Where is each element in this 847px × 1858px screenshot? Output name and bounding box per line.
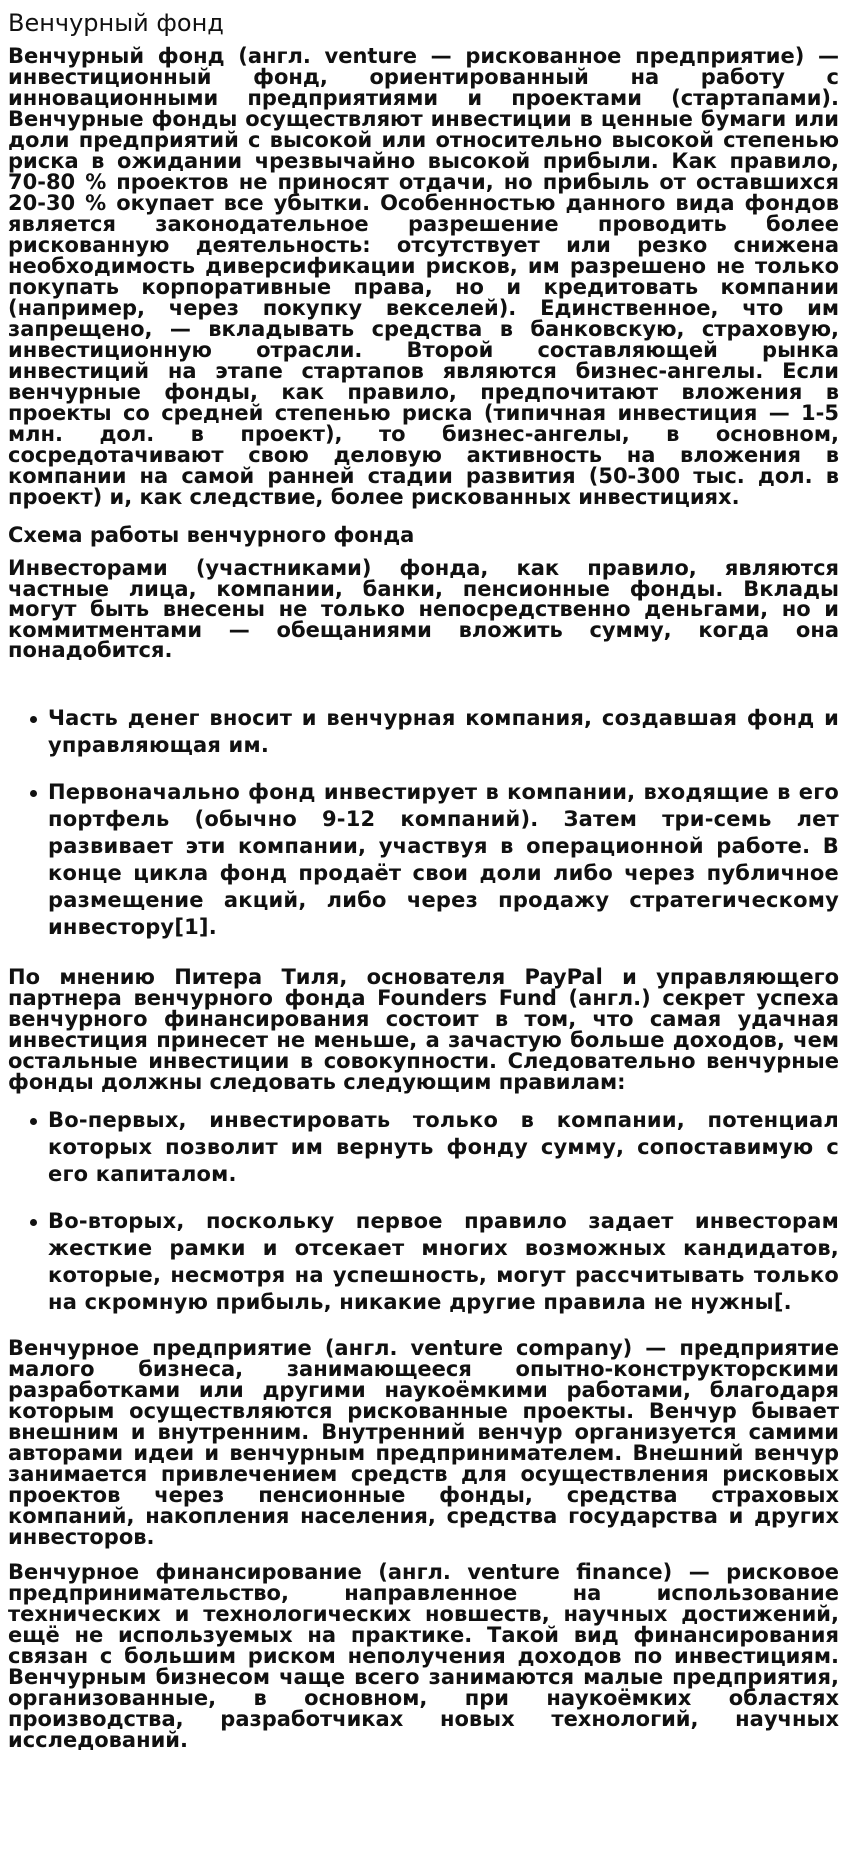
bullet-icon — [30, 790, 37, 797]
list-item-text: Во-первых, инвестировать только в компании, потенциал которых позволит им вернуть фонду сумму, сопоставимую с его капиталом. — [48, 1107, 839, 1186]
list-item — [48, 779, 839, 941]
list-item — [48, 1208, 839, 1316]
list-item-text: Первоначально фонд инвестирует в компании, входящие в его портфель (обычно 9-12 компаний). Затем три-семь лет развивает эти компании, участвуя в операционной работе. В конце цикла фонд продаёт свои доли либо через публичное размещение акций, либо через продажу стратегическому инвестору[1]. — [48, 779, 839, 939]
page-title: Венчурный фонд — [8, 9, 224, 37]
venture-finance-paragraph: Венчурное финансирование (англ. venture finance) — рисковое предпринимательство, направленное на использование технических и технологических новшеств, научных достижений, ещё не используемых на практике. Такой вид финансирования связан с большим риском неполучения доходов по инвестициям. Венчурным бизнесом чаще всего занимаются малые предприятия, организованные, в основном, при наукоёмких областях производства, разработчиках новых технологий, научных исследований. — [8, 1559, 839, 1752]
intro-paragraph: Венчурный фонд (англ. venture — рискованное предприятие) — инвестиционный фонд, ориентированный на работу с инновационными предприятиями и проектами (стартапами). Венчурные фонды осуществляют инвестиции в ценные бумаги или доли предприятий с высокой или относительно высокой степенью риска в ожидании чрезвычайно высокой прибыли. Как правило, 70-80 % проектов не приносят отдачи, но прибыль от оставшихся 20-30 % окупает все убытки. Особенностью данного вида фондов является законодательное разрешение проводить более рискованную деятельность: отсутствует или резко снижена необходимость диверсификации рисков, им разрешено не только покупать корпоративные права, но и кредитовать компании (например, через покупку векселей). Единственное, что им запрещено, — вкладывать средства в банковскую, страховую, инвестиционную отрасли. Второй составляющей рынка инвестиций на этапе стартапов являются бизнес-ангелы. Если венчурные фонды, как правило, предпочитают вложения в проекты со средней степенью риска (типичная инвестиция — 1-5 млн. дол. в проект), то бизнес-ангелы, в основном, сосредотачивают свою деловую активность на вложения в компании на самой ранней стадии развития (50-300 тыс. дол. в проект) и, как следствие, более рискованных инвестициях. — [8, 44, 839, 509]
bullet-icon — [30, 1118, 37, 1125]
list-item-text: Часть денег вносит и венчурная компания, создавшая фонд и управляющая им. — [48, 705, 839, 757]
venture-company-paragraph: Венчурное предприятие (англ. venture company) — предприятие малого бизнеса, занимающееся опытно-конструкторскими разработками или другими наукоёмкими работами, благодаря которым осуществляются рискованные проекты. Венчур бывает внешним и внутренним. Внутренний венчур организуется самими авторами идеи и венчурным предпринимателем. Внешний венчур занимается привлечением средств для осуществления рисковых проектов через пенсионные фонды, средства страховых компаний, накопления населения, средства государства и других инвесторов. — [8, 1335, 839, 1549]
section-heading: Схема работы венчурного фонда — [8, 523, 415, 547]
list-item — [48, 1107, 839, 1188]
scheme-list — [8, 705, 839, 941]
bullet-icon — [30, 1219, 37, 1226]
rules-list — [8, 1107, 839, 1316]
list-item-text: Во-вторых, поскольку первое правило задает инвесторам жесткие рамки и отсекает многих возможных кандидатов, которые, несмотря на успешность, могут рассчитывать только на скромную прибыль, никакие другие правила не нужны[. — [48, 1208, 839, 1314]
list-item — [48, 705, 839, 759]
investors-paragraph: Инвесторами (участниками) фонда, как правило, являются частные лица, компании, банки, пенсионные фонды. Вклады могут быть внесены не только непосредственно деньгами, но и коммитментами — обещаниями вложить сумму, когда она понадобится. — [8, 556, 839, 662]
bullet-icon — [30, 716, 37, 723]
thiel-paragraph: По мнению Питера Тиля, основателя PayPal и управляющего партнера венчурного фонда Founders Fund (англ.) секрет успеха венчурного финансирования состоит в том, что самая удачная инвестиция принесет не меньше, а зачастую больше доходов, чем остальные инвестиции в совокупности. Следовательно венчурные фонды должны следовать следующим правилам: — [8, 964, 839, 1094]
